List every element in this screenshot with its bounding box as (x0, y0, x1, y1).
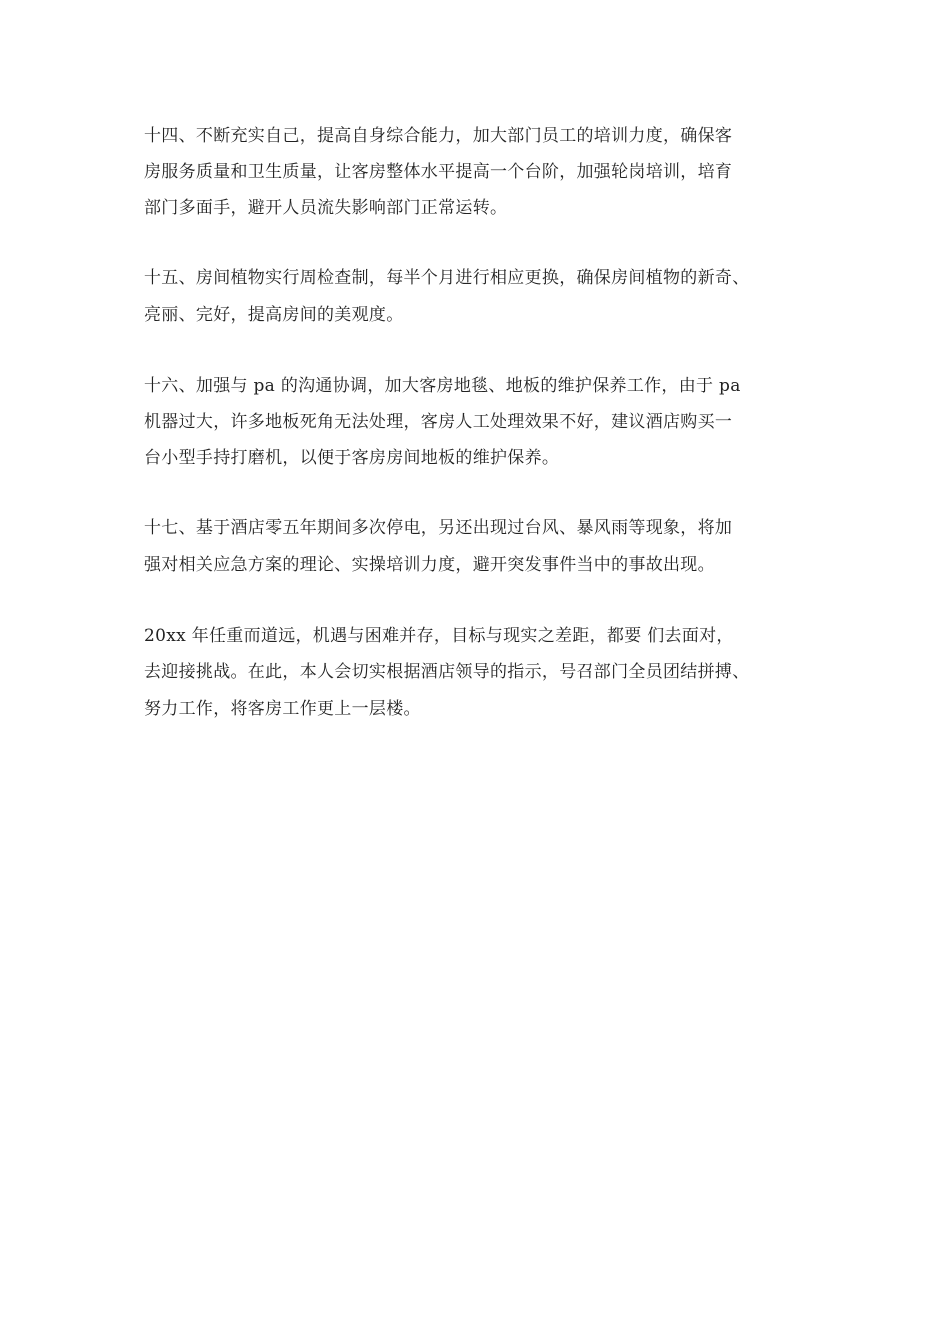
paragraph-17-line-1: 十七、基于酒店零五年期间多次停电，另还出现过台风、暴风雨等现象，将加 (144, 518, 733, 538)
paragraph-15-line-1: 十五、房间植物实行周检查制，每半个月进行相应更换，确保房间植物的新奇、 (144, 268, 750, 288)
paragraph-14-line-1: 十四、不断充实自己，提高自身综合能力，加大部门员工的培训力度，确保客 (144, 126, 733, 146)
paragraph-14-line-2: 房服务质量和卫生质量，让客房整体水平提高一个台阶，加强轮岗培训，培育 (144, 162, 733, 182)
paragraph-14-line-3: 部门多面手，避开人员流失影响部门正常运转。 (144, 198, 508, 218)
paragraph-16-line-2: 机器过大，许多地板死角无法处理，客房人工处理效果不好，建议酒店购买一 (144, 412, 733, 432)
closing-paragraph-line-2: 去迎接挑战。在此，本人会切实根据酒店领导的指示，号召部门全员团结拼搏、 (144, 662, 750, 682)
closing-paragraph-line-3: 努力工作，将客房工作更上一层楼。 (144, 699, 421, 719)
paragraph-17-line-2: 强对相关应急方案的理论、实操培训力度，避开突发事件当中的事故出现。 (144, 555, 715, 575)
paragraph-15-line-2: 亮丽、完好，提高房间的美观度。 (144, 305, 404, 325)
closing-paragraph-line-1: 20xx 年任重而道远，机遇与困难并存，目标与现实之差距，都要 们去面对， (144, 626, 734, 646)
paragraph-16-line-3: 台小型手持打磨机，以便于客房房间地板的维护保养。 (144, 448, 560, 468)
paragraph-16-line-1: 十六、加强与 pa 的沟通协调，加大客房地毯、地板的维护保养工作，由于 pa (144, 376, 741, 396)
